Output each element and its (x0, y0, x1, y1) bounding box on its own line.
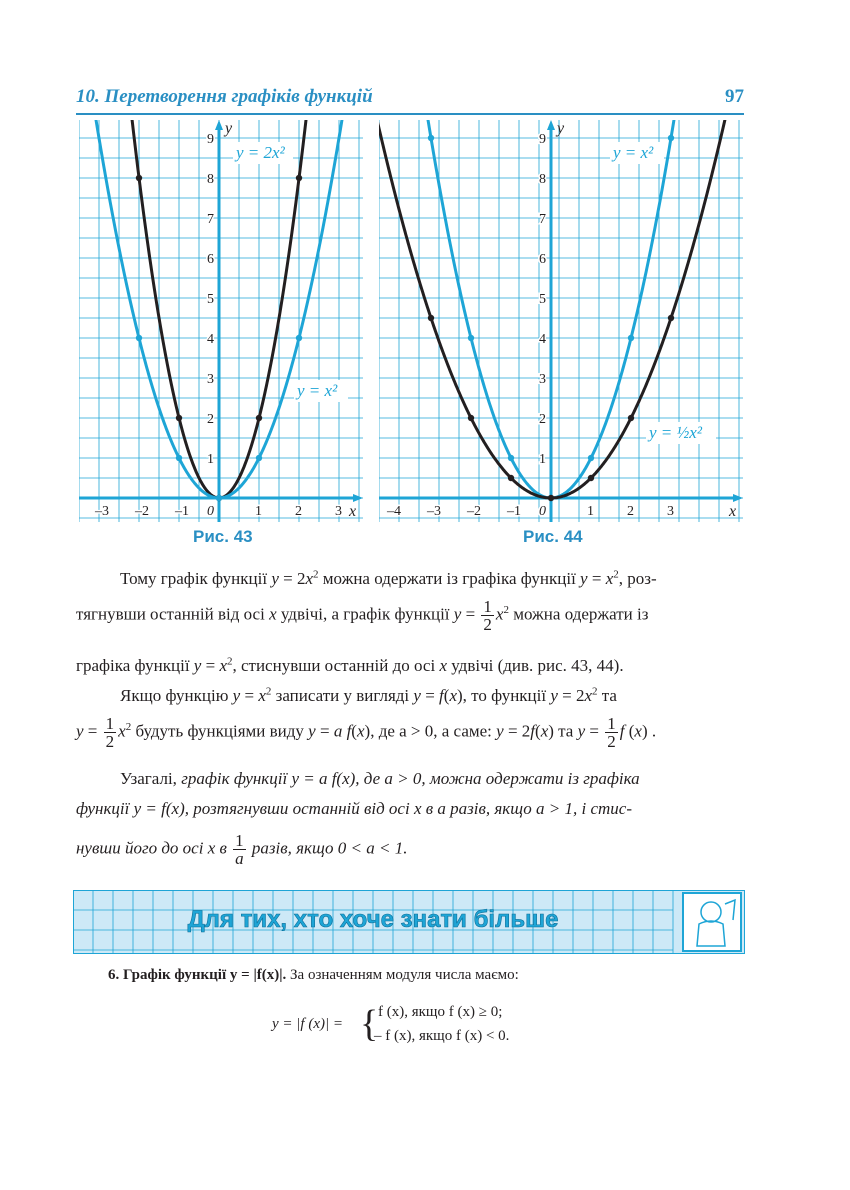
curve-point (588, 455, 594, 461)
curve-label: y = x² (613, 143, 654, 162)
figure-43-caption: Рис. 43 (193, 527, 253, 546)
curve-point (468, 335, 474, 341)
x-tick-label: –3 (427, 504, 441, 519)
paragraph-2-line-2: y = $\frac{1}{2}$ $x^2$ будуть функціями виду y = a f(x), де a > 0, а саме: y = 2f(x) та y = $\frac{1}{2}$ f (x) . (76, 714, 657, 751)
x-tick-label: –1 (175, 504, 189, 519)
curve-point (628, 335, 634, 341)
x-tick-label: 2 (295, 504, 302, 519)
y-tick-label: 4 (539, 332, 546, 347)
y-tick-label: 1 (539, 452, 546, 467)
x-tick-label: 1 (587, 504, 594, 519)
x-tick-label: –2 (135, 504, 149, 519)
x-tick-label: –3 (95, 504, 109, 519)
curve-point (136, 335, 142, 341)
header-rule (76, 113, 744, 115)
y-tick-label: 3 (207, 372, 214, 387)
y-tick-label: 7 (539, 212, 546, 227)
x-axis-arrow (733, 494, 743, 502)
paragraph-3-line-3: нувши його до осі x в $\frac{1}{a}$ разів, якщо 0 < a < 1. (76, 831, 408, 868)
curve-point (216, 495, 222, 501)
y-axis-arrow (215, 120, 223, 130)
x-tick-label: 2 (627, 504, 634, 519)
x-tick-label: 0 (539, 504, 546, 519)
curve-point (176, 415, 182, 421)
y-axis-label: y (225, 120, 233, 137)
curve-point (668, 315, 674, 321)
curve-label: y = ½x² (649, 423, 702, 442)
y-axis-label: y (557, 120, 565, 137)
x-axis-label: x (729, 503, 737, 520)
curve-point (508, 475, 514, 481)
curve-point (296, 175, 302, 181)
y-tick-label: 1 (207, 452, 214, 467)
paragraph-3-line-1: Узагалі, графік функції y = a f(x), де a > 0, можна одержати із графіка (120, 769, 640, 788)
x-tick-label: –1 (507, 504, 521, 519)
curve-point (256, 455, 262, 461)
x-tick-label: 3 (335, 504, 342, 519)
x-tick-label: 1 (255, 504, 262, 519)
curve-point (588, 475, 594, 481)
figure-44-graph (379, 120, 743, 522)
formula-case-2: – f (x), якщо f (x) < 0. (374, 1028, 510, 1044)
figure-44-caption: Рис. 44 (523, 527, 583, 546)
paragraph-2-line-1: Якщо функцію $y = x^2$ записати у вигляді y = f(x), то функції $y = 2x^2$ та (120, 685, 617, 705)
curve-point (548, 495, 554, 501)
y-tick-label: 9 (539, 132, 546, 147)
paragraph-3-line-2: функції y = f(x), розтягнувши останній від осі x в a разів, якщо a > 1, і стис- (76, 799, 632, 818)
y-tick-label: 8 (539, 172, 546, 187)
page-header (76, 86, 744, 112)
paragraph-1-line-2: тягнувши останній від осі x удвічі, а графік функції y = $\frac{1}{2}$ $x^2$ можна одержати із (76, 597, 649, 634)
curve-label: y = 2x² (236, 143, 285, 162)
y-tick-label: 4 (207, 332, 214, 347)
curve-point (468, 415, 474, 421)
section-6 (108, 967, 519, 984)
x-tick-label: –4 (387, 504, 401, 519)
chapter-title: 10. Перетворення графіків функцій (76, 86, 373, 107)
paragraph-1-line-3: графіка функції $y = x^2$, стиснувши останній до осі x удвічі (див. рис. 43, 44). (76, 655, 624, 675)
x-tick-label: 0 (207, 504, 214, 519)
y-tick-label: 8 (207, 172, 214, 187)
curve-point (668, 135, 674, 141)
curve-label: y = x² (297, 381, 338, 400)
x-axis-label: x (349, 503, 357, 520)
y-tick-label: 9 (207, 132, 214, 147)
paragraph-1-line-1: Тому графік функції $y = 2x^2$ можна одержати із графіка функції $y = x^2$, роз- (120, 568, 657, 588)
y-tick-label: 2 (207, 412, 214, 427)
banner-title: Для тих, хто хоче знати більше (187, 906, 559, 933)
y-tick-label: 6 (207, 252, 214, 267)
y-tick-label: 5 (207, 292, 214, 307)
curve-point (428, 315, 434, 321)
curve-point (628, 415, 634, 421)
curve-point (136, 175, 142, 181)
y-tick-label: 6 (539, 252, 546, 267)
y-tick-label: 7 (207, 212, 214, 227)
x-axis-arrow (353, 494, 363, 502)
figure-43-graph (79, 120, 363, 522)
y-tick-label: 5 (539, 292, 546, 307)
curve-point (428, 135, 434, 141)
formula-brace: { (360, 1003, 379, 1045)
x-tick-label: 3 (667, 504, 674, 519)
y-tick-label: 2 (539, 412, 546, 427)
curve-point (256, 415, 262, 421)
section-6-heading: 6. Графік функції y = |f(x)|. (108, 967, 287, 983)
y-tick-label: 3 (539, 372, 546, 387)
curve-point (508, 455, 514, 461)
curve-point (296, 335, 302, 341)
y-axis-arrow (547, 120, 555, 130)
x-tick-label: –2 (467, 504, 481, 519)
page-number: 97 (725, 86, 744, 107)
formula-case-1: f (x), якщо f (x) ≥ 0; (378, 1004, 503, 1020)
section-6-intro: За означенням модуля числа маємо: (290, 967, 519, 983)
curve-point (176, 455, 182, 461)
formula-lhs: y = |f (x)| = (272, 1016, 343, 1032)
